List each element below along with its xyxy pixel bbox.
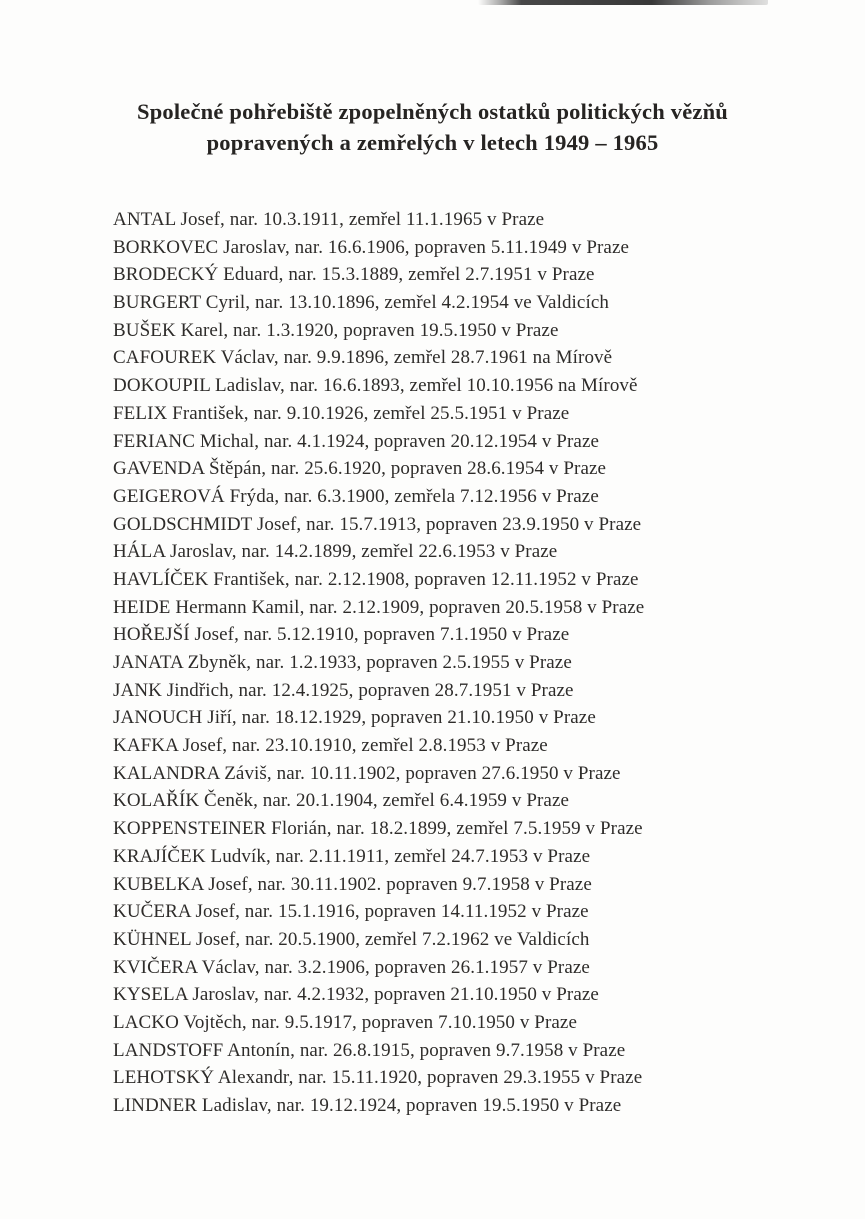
list-item: CAFOUREK Václav, nar. 9.9.1896, zemřel 28.7.1961 na Mírově xyxy=(113,347,613,369)
list-item: FERIANC Michal, nar. 4.1.1924, popraven 20.12.1954 v Praze xyxy=(113,430,600,452)
list-item: KVIČERA Václav, nar. 3.2.1906, popraven 26.1.1957 v Praze xyxy=(113,956,590,978)
document-title-line1: Společné pohřebiště zpopelněných ostatků politických vězňů xyxy=(136,99,729,124)
list-item: KÜHNEL Josef, nar. 20.5.1900, zemřel 7.2.1962 ve Valdicích xyxy=(113,928,590,950)
list-item: LANDSTOFF Antonín, nar. 26.8.1915, popraven 9.7.1958 v Praze xyxy=(113,1039,626,1061)
list-item: LACKO Vojtěch, nar. 9.5.1917, popraven 7.10.1950 v Praze xyxy=(113,1011,577,1033)
list-item: DOKOUPIL Ladislav, nar. 16.6.1893, zemřel 10.10.1956 na Mírově xyxy=(113,375,638,397)
list-item: FELIX František, nar. 9.10.1926, zemřel 25.5.1951 v Praze xyxy=(113,402,570,424)
list-item: LEHOTSKÝ Alexandr, nar. 15.11.1920, popraven 29.3.1955 v Praze xyxy=(113,1067,643,1089)
list-item: LINDNER Ladislav, nar. 19.12.1924, popraven 19.5.1950 v Praze xyxy=(113,1095,622,1116)
list-item: KRAJÍČEK Ludvík, nar. 2.11.1911, zemřel 24.7.1953 v Praze xyxy=(113,845,591,867)
list-item: KAFKA Josef, nar. 23.10.1910, zemřel 2.8.1953 v Praze xyxy=(113,735,548,757)
list-item: HÁLA Jaroslav, nar. 14.2.1899, zemřel 22.6.1953 v Praze xyxy=(113,541,558,563)
document-title-line2: popravených a zemřelých v letech 1949 – 1965 xyxy=(206,130,659,155)
list-item: KOPPENSTEINER Florián, nar. 18.2.1899, zemřel 7.5.1959 v Praze xyxy=(113,818,643,840)
list-item: GAVENDA Štěpán, nar. 25.6.1920, popraven 28.6.1954 v Praze xyxy=(113,458,607,480)
list-item: JANATA Zbyněk, nar. 1.2.1933, popraven 2.5.1955 v Praze xyxy=(113,652,572,673)
list-item: KUBELKA Josef, nar. 30.11.1902. popraven 9.7.1958 v Praze xyxy=(113,873,592,895)
list-item: HAVLÍČEK František, nar. 2.12.1908, popraven 12.11.1952 v Praze xyxy=(113,568,639,590)
document-title xyxy=(60,96,805,158)
list-item: KALANDRA Záviš, nar. 10.11.1902, popraven 27.6.1950 v Praze xyxy=(113,762,621,784)
list-item: BRODECKÝ Eduard, nar. 15.3.1889, zemřel 2.7.1951 v Praze xyxy=(113,264,595,286)
list-item: KUČERA Josef, nar. 15.1.1916, popraven 14.11.1952 v Praze xyxy=(113,901,589,923)
list-item: BUŠEK Karel, nar. 1.3.1920, popraven 19.5.1950 v Praze xyxy=(113,319,559,341)
list-item: HEIDE Hermann Kamil, nar. 2.12.1909, popraven 20.5.1958 v Praze xyxy=(113,596,645,618)
list-item: KYSELA Jaroslav, nar. 4.2.1932, popraven 21.10.1950 v Praze xyxy=(113,984,599,1006)
list-item: GEIGEROVÁ Frýda, nar. 6.3.1900, zemřela 7.12.1956 v Praze xyxy=(113,485,599,507)
victim-entry-list xyxy=(113,206,773,1120)
list-item: BORKOVEC Jaroslav, nar. 16.6.1906, popraven 5.11.1949 v Praze xyxy=(113,236,630,258)
list-item: BURGERT Cyril, nar. 13.10.1896, zemřel 4.2.1954 ve Valdicích xyxy=(113,292,609,314)
list-item: GOLDSCHMIDT Josef, nar. 15.7.1913, popraven 23.9.1950 v Praze xyxy=(113,513,642,535)
list-item: KOLAŘÍK Čeněk, nar. 20.1.1904, zemřel 6.4.1959 v Praze xyxy=(113,790,570,812)
list-item: JANOUCH Jiří, nar. 18.12.1929, popraven 21.10.1950 v Praze xyxy=(113,707,596,729)
list-item: ANTAL Josef, nar. 10.3.1911, zemřel 11.1.1965 v Praze xyxy=(113,209,545,230)
list-item: JANK Jindřich, nar. 12.4.1925, popraven 28.7.1951 v Praze xyxy=(113,679,574,701)
scan-artifact-bar xyxy=(478,0,768,5)
list-item: HOŘEJŠÍ Josef, nar. 5.12.1910, popraven 7.1.1950 v Praze xyxy=(113,624,570,646)
